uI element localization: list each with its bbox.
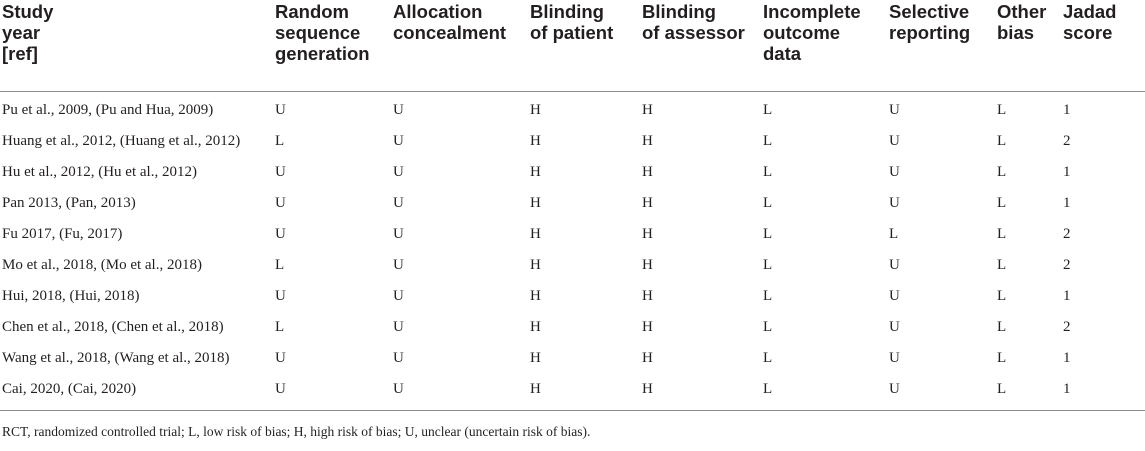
rating-cell: H xyxy=(530,102,541,118)
rating-cell: 2 xyxy=(1063,319,1071,335)
header-selective-reporting xyxy=(889,0,997,92)
rating-cell: L xyxy=(997,102,1007,118)
rating-cell: U xyxy=(275,378,393,411)
rating-cell: U xyxy=(889,257,900,273)
header-jadad-score xyxy=(1063,0,1145,92)
rating-cell: 2 xyxy=(1063,257,1071,273)
rating-cell: H xyxy=(530,319,541,335)
study-cell: Huang et al., 2012, (Huang et al., 2012) xyxy=(2,133,241,149)
rating-cell: 1 xyxy=(1063,164,1071,180)
table-row xyxy=(0,378,1145,411)
rating-cell: U xyxy=(889,319,900,335)
rating-cell: H xyxy=(642,378,763,411)
rating-cell: L xyxy=(997,319,1007,335)
rating-cell: H xyxy=(642,350,653,366)
rating-cell: U xyxy=(889,164,900,180)
table-body xyxy=(0,92,1145,411)
rating-cell: H xyxy=(530,378,642,411)
table-row xyxy=(0,161,1145,192)
table-row xyxy=(0,285,1145,316)
rating-cell: L xyxy=(275,257,285,273)
rating-cell: L xyxy=(997,378,1063,411)
rating-cell: U xyxy=(393,257,404,273)
study-cell: Pu et al., 2009, (Pu and Hua, 2009) xyxy=(2,102,214,118)
study-cell: Hui, 2018, (Hui, 2018) xyxy=(2,288,140,304)
rating-cell: U xyxy=(889,378,997,411)
rating-cell: H xyxy=(642,195,653,211)
rating-cell: 1 xyxy=(1063,350,1071,366)
rating-cell: U xyxy=(275,288,286,304)
rating-cell: U xyxy=(275,102,286,118)
table-row xyxy=(0,316,1145,347)
header-label: Other bias xyxy=(997,1,1047,43)
rating-cell: L xyxy=(997,195,1007,211)
rating-cell: L xyxy=(997,350,1007,366)
rating-cell: L xyxy=(763,195,773,211)
rating-cell: U xyxy=(889,288,900,304)
rating-cell: 1 xyxy=(1063,195,1071,211)
table-row xyxy=(0,130,1145,161)
header-label: Study year [ref] xyxy=(2,1,54,64)
rating-cell: 1 xyxy=(1063,378,1145,411)
header-blinding-of-assessor xyxy=(642,0,763,92)
study-cell: Fu 2017, (Fu, 2017) xyxy=(2,226,123,242)
rating-cell: 2 xyxy=(1063,226,1071,242)
rating-cell: L xyxy=(763,102,773,118)
rating-cell: U xyxy=(889,350,900,366)
header-label: Incomplete outcome data xyxy=(763,1,861,64)
header-blinding-of-patient xyxy=(530,0,642,92)
rating-cell: H xyxy=(530,257,541,273)
header-label: Jadad score xyxy=(1063,1,1117,43)
rating-cell: L xyxy=(763,257,773,273)
rating-cell: 1 xyxy=(1063,288,1071,304)
rating-cell: U xyxy=(393,378,530,411)
rating-cell: U xyxy=(393,102,404,118)
rating-cell: L xyxy=(763,226,773,242)
header-study-year-ref xyxy=(0,0,275,92)
rating-cell: L xyxy=(763,288,773,304)
header-allocation-concealment xyxy=(393,0,530,92)
header-random-sequence-generation xyxy=(275,0,393,92)
rating-cell: H xyxy=(642,102,653,118)
study-cell: Wang et al., 2018, (Wang et al., 2018) xyxy=(2,350,230,366)
rating-cell: 2 xyxy=(1063,133,1071,149)
study-cell: Hu et al., 2012, (Hu et al., 2012) xyxy=(2,164,197,180)
rating-cell: U xyxy=(889,102,900,118)
header-other-bias xyxy=(997,0,1063,92)
study-cell: Mo et al., 2018, (Mo et al., 2018) xyxy=(2,257,202,273)
rating-cell: H xyxy=(530,133,541,149)
rating-cell: U xyxy=(275,226,286,242)
rating-cell: L xyxy=(997,164,1007,180)
study-cell: Pan 2013, (Pan, 2013) xyxy=(2,195,136,211)
rating-cell: H xyxy=(530,195,541,211)
rating-cell: U xyxy=(889,133,900,149)
rating-cell: L xyxy=(275,133,285,149)
table-row xyxy=(0,92,1145,131)
rating-cell: L xyxy=(997,133,1007,149)
rating-cell: U xyxy=(393,226,404,242)
rating-cell: U xyxy=(275,195,286,211)
rating-cell: H xyxy=(642,288,653,304)
rating-cell: H xyxy=(642,226,653,242)
rating-cell: U xyxy=(889,195,900,211)
study-cell: Cai, 2020, (Cai, 2020) xyxy=(0,378,275,411)
rating-cell: U xyxy=(275,164,286,180)
rating-cell: H xyxy=(530,164,541,180)
rating-cell: L xyxy=(997,257,1007,273)
rating-cell: L xyxy=(763,164,773,180)
header-label: Blinding of assessor xyxy=(642,1,745,43)
table-footnote: RCT, randomized controlled trial; L, low risk of bias; H, high risk of bias; U, unclear (uncertain risk of bias). xyxy=(2,424,591,439)
header-incomplete-outcome-data xyxy=(763,0,889,92)
header-row xyxy=(0,0,1145,92)
rating-cell: L xyxy=(763,133,773,149)
rating-cell: H xyxy=(642,319,653,335)
rating-cell: U xyxy=(393,288,404,304)
rating-cell: U xyxy=(393,350,404,366)
table-header xyxy=(0,0,1145,92)
rating-cell: L xyxy=(763,378,889,411)
rating-cell: H xyxy=(642,133,653,149)
rating-cell: U xyxy=(393,195,404,211)
study-cell: Chen et al., 2018, (Chen et al., 2018) xyxy=(2,319,224,335)
rating-cell: H xyxy=(530,226,541,242)
rating-cell: 1 xyxy=(1063,102,1071,118)
rating-cell: L xyxy=(275,319,285,335)
table-row xyxy=(0,347,1145,378)
rating-cell: L xyxy=(763,319,773,335)
header-label: Allocation concealment xyxy=(393,1,507,43)
rating-cell: U xyxy=(393,319,404,335)
table-row xyxy=(0,192,1145,223)
rating-cell: H xyxy=(642,164,653,180)
rating-cell: U xyxy=(393,133,404,149)
header-label: Random sequence generation xyxy=(275,1,370,64)
rating-cell: L xyxy=(997,226,1007,242)
rating-cell: H xyxy=(530,288,541,304)
rating-cell: L xyxy=(997,288,1007,304)
rating-cell: L xyxy=(763,350,773,366)
rating-cell: U xyxy=(275,350,286,366)
rating-cell: L xyxy=(889,226,899,242)
header-label: Selective reporting xyxy=(889,1,971,43)
table-row xyxy=(0,254,1145,285)
rating-cell: H xyxy=(530,350,541,366)
rating-cell: U xyxy=(393,164,404,180)
rating-cell: H xyxy=(642,257,653,273)
header-label: Blinding of patient xyxy=(530,1,614,43)
table-row xyxy=(0,223,1145,254)
